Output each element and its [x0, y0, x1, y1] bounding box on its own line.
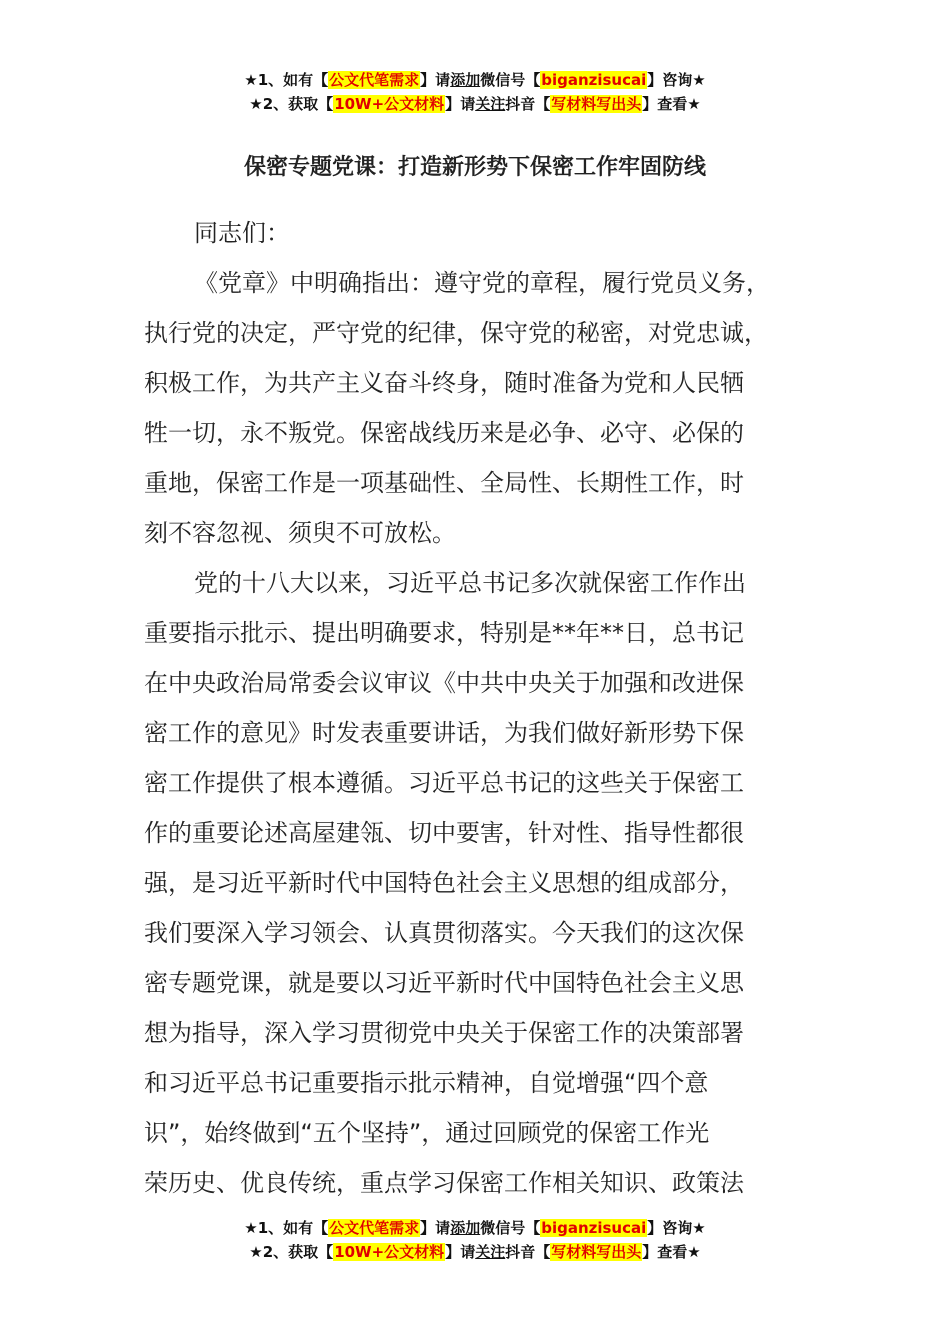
banner-text: 】查看★: [642, 1243, 701, 1261]
paragraph-line: 作的重要论述高屋建瓴、切中要害，针对性、指导性都很: [144, 819, 744, 847]
banner-text: ★1、如有【: [244, 71, 329, 89]
paragraph-line: 密工作的意见》时发表重要讲话，为我们做好新形势下保: [144, 719, 744, 747]
paragraph-1: [144, 258, 806, 558]
highlight-materials: 10W+公文材料: [334, 95, 445, 113]
paragraph-line: 密专题党课，就是要以习近平新时代中国特色社会主义思: [144, 969, 744, 997]
banner-text: 】请: [420, 71, 451, 89]
document-title: 保密专题党课：打造新形势下保密工作牢固防线: [243, 155, 706, 180]
paragraph-line: 识”，始终做到“五个坚持”，通过回顾党的保密工作光: [144, 1119, 710, 1147]
paragraph-line: 党的十八大以来，习近平总书记多次就保密工作作出: [194, 569, 746, 597]
paragraph-line: 重要指示批示、提出明确要求，特别是**年**日，总书记: [144, 619, 744, 647]
paragraph-2: [144, 558, 806, 1208]
banner-text: ★1、如有【: [244, 1219, 329, 1237]
banner-text: 抖音【: [505, 95, 551, 113]
salutation: [144, 208, 806, 258]
banner-line-1: [0, 68, 950, 92]
salutation-text: 同志们：: [194, 219, 290, 247]
paragraph-line: 强，是习近平新时代中国特色社会主义思想的组成部分，: [144, 869, 744, 897]
paragraph-line: 荣历史、优良传统，重点学习保密工作相关知识、政策法: [144, 1169, 744, 1197]
banner-text: ★2、获取【: [249, 95, 334, 113]
banner-text: 添加: [450, 1219, 481, 1237]
highlight-service: 公文代笔需求: [329, 71, 420, 89]
paragraph-line: 我们要深入学习领会、认真贯彻落实。今天我们的这次保: [144, 919, 744, 947]
paragraph-line: 牲一切，永不叛党。保密战线历来是必争、必守、必保的: [144, 419, 744, 447]
banner-line-1: [0, 1216, 950, 1240]
banner-line-2: [0, 92, 950, 116]
highlight-wechat-id: biganzisucai: [541, 1219, 647, 1237]
banner-text: 】咨询★: [647, 71, 706, 89]
banner-line-2: [0, 1240, 950, 1264]
banner-text: 微信号【: [480, 71, 541, 89]
document-body: [144, 208, 806, 1208]
paragraph-line: 在中央政治局常委会议审议《中共中央关于加强和改进保: [144, 669, 744, 697]
paragraph-line: 和习近平总书记重要指示批示精神，自觉增强“四个意: [144, 1069, 709, 1097]
highlight-douyin-account: 写材料写出头: [551, 95, 642, 113]
footer-banner: [0, 1216, 950, 1264]
banner-text: 】查看★: [642, 95, 701, 113]
paragraph-line: 密工作提供了根本遵循。习近平总书记的这些关于保密工: [144, 769, 744, 797]
header-banner: [0, 68, 950, 116]
paragraph-line: 想为指导，深入学习贯彻党中央关于保密工作的决策部署: [144, 1019, 744, 1047]
banner-text: 】请: [445, 1243, 476, 1261]
banner-text: 】请: [445, 95, 476, 113]
highlight-service: 公文代笔需求: [329, 1219, 420, 1237]
banner-text: 添加: [450, 71, 481, 89]
banner-text: 关注: [475, 95, 506, 113]
banner-text: 微信号【: [480, 1219, 541, 1237]
paragraph-line: 执行党的决定，严守党的纪律，保守党的秘密，对党忠诚，: [144, 319, 768, 347]
banner-text: 关注: [475, 1243, 506, 1261]
highlight-materials: 10W+公文材料: [334, 1243, 445, 1261]
paragraph-line: 刻不容忽视、须臾不可放松。: [144, 519, 456, 547]
banner-text: ★2、获取【: [249, 1243, 334, 1261]
highlight-wechat-id: biganzisucai: [541, 71, 647, 89]
highlight-douyin-account: 写材料写出头: [551, 1243, 642, 1261]
paragraph-line: 重地，保密工作是一项基础性、全局性、长期性工作，时: [144, 469, 744, 497]
banner-text: 抖音【: [505, 1243, 551, 1261]
banner-text: 】请: [420, 1219, 451, 1237]
paragraph-line: 《党章》中明确指出：遵守党的章程，履行党员义务，: [194, 269, 770, 297]
banner-text: 】咨询★: [647, 1219, 706, 1237]
paragraph-line: 积极工作，为共产主义奋斗终身，随时准备为党和人民牺: [144, 369, 744, 397]
